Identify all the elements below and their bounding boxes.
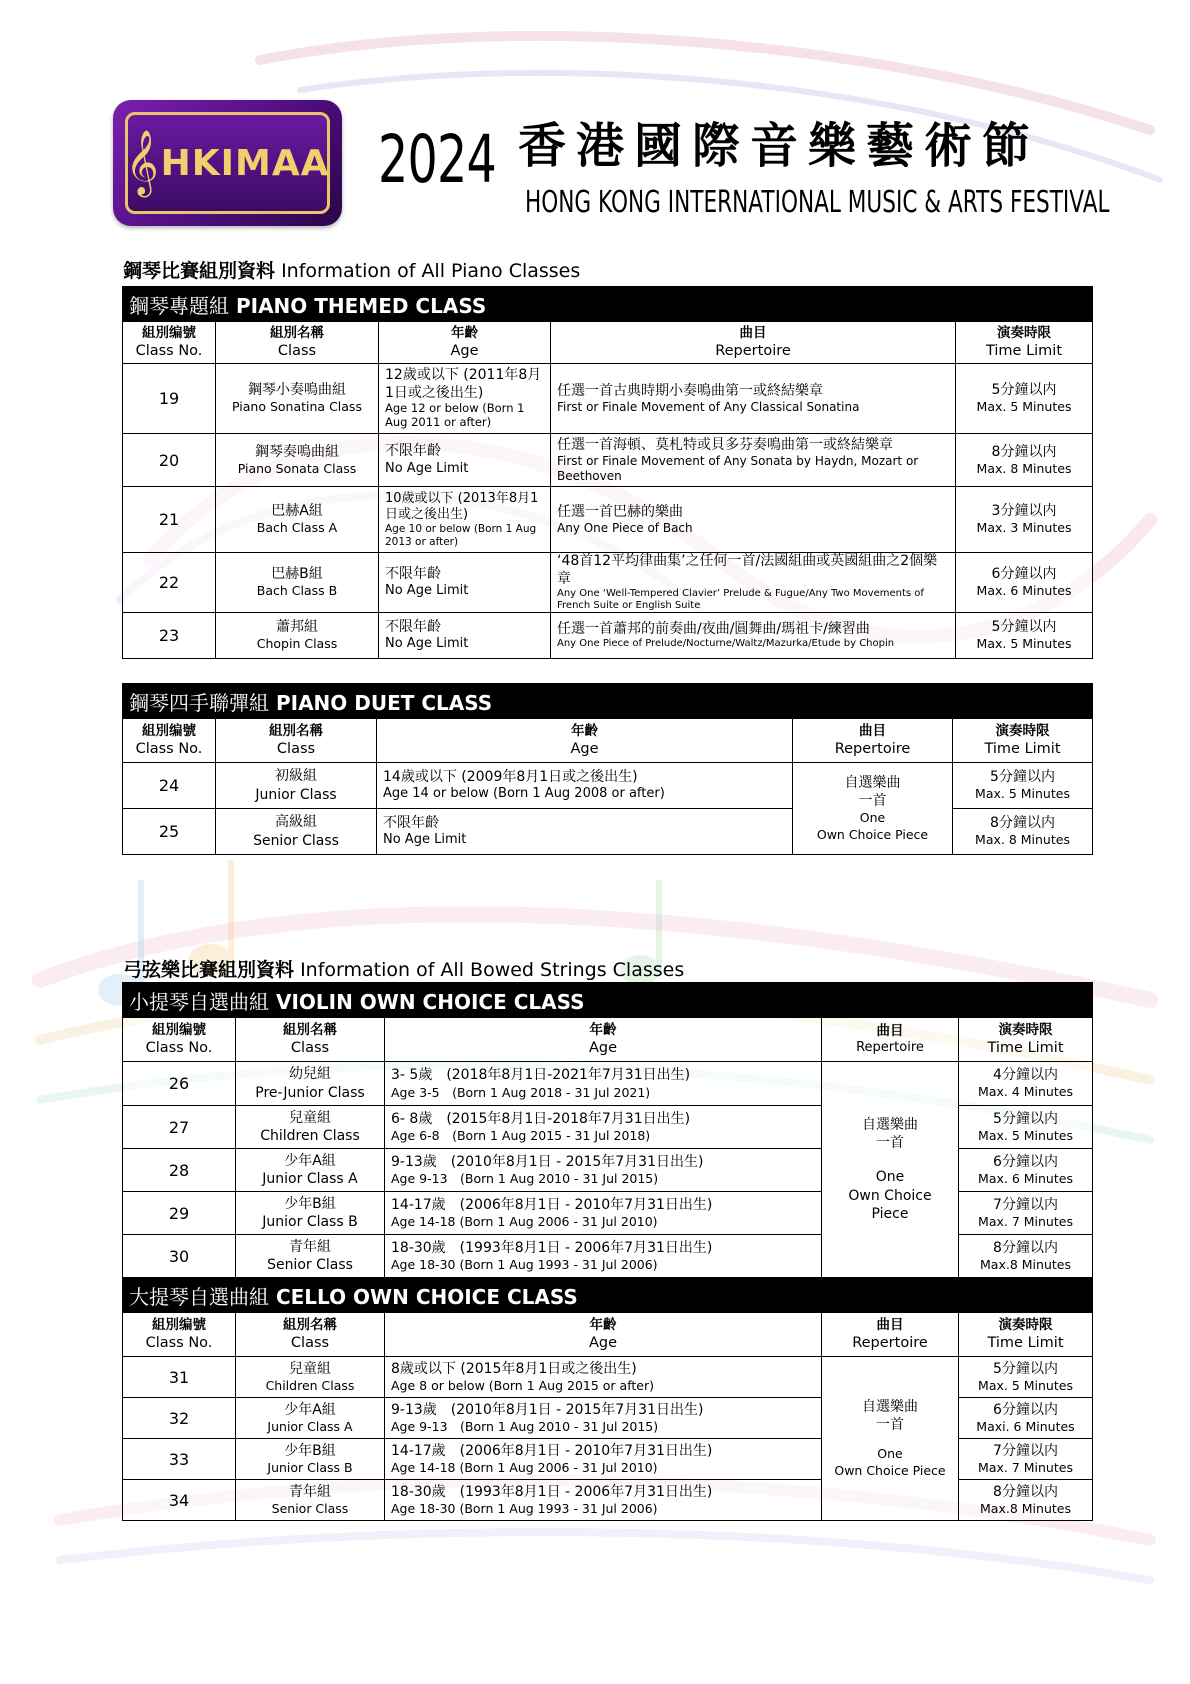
- festival-title-en: HONG KONG INTERNATIONAL MUSIC & ARTS FESTIVAL: [525, 185, 1110, 220]
- table-cell: [379, 487, 551, 553]
- class-cn: 高級組: [275, 814, 317, 831]
- piano-duet-bar: [123, 684, 1093, 719]
- age-en: Age 14-18 (Born 1 Aug 2006 - 31 Jul 2010): [391, 1214, 658, 1230]
- rep-en2: Own Choice Piece: [816, 826, 929, 842]
- table-cell: [385, 1192, 822, 1235]
- table-row: [123, 613, 1093, 659]
- table-cell: [828, 1434, 952, 1446]
- class-en: Children Class: [260, 1128, 360, 1144]
- table-row: [123, 763, 1093, 809]
- class-cn: 青年組: [289, 1238, 331, 1255]
- class-en: Junior Class A: [262, 1171, 358, 1187]
- rep-cn1: 自選樂曲: [862, 1117, 918, 1134]
- piano-themed-bar: [123, 287, 1093, 322]
- table-row: [123, 434, 1093, 487]
- age-en: Age 10 or below (Born 1 Aug 2013 or after): [385, 523, 537, 548]
- age-cn: 不限年齡: [385, 443, 441, 460]
- table-cell: [959, 1018, 1093, 1062]
- bar-en: VIOLIN OWN CHOICE CLASS: [275, 989, 585, 1014]
- time-en: Max. 4 Minutes: [978, 1084, 1073, 1100]
- table-cell: [959, 1313, 1093, 1357]
- table-cell: [551, 322, 956, 364]
- class-en: Piano Sonata Class: [237, 460, 357, 476]
- age-cn: 年齡: [451, 325, 478, 341]
- rep-en: Any One ‘Well-Tempered Clavier’ Prelude & Fugue/Any Two Movements of French Suite or English Suite: [557, 588, 924, 611]
- hkimaa-logo: [113, 100, 342, 226]
- time-cn: 演奏時限: [998, 1317, 1053, 1333]
- class-cn: 鋼琴小奏鳴曲組: [248, 382, 346, 399]
- table-cell: [959, 1480, 1093, 1521]
- time-cn: 3分鐘以内: [991, 503, 1057, 520]
- time-en: Time Limit: [987, 1039, 1064, 1056]
- rep-en: First or Finale Movement of Any Sonata by Haydn, Mozart or Beethoven: [557, 454, 919, 483]
- age-cn: 9-13歲 (2010年8月1日 - 2015年7月31日出生): [391, 1153, 704, 1170]
- time-en: Time Limit: [987, 1334, 1064, 1351]
- class-en: Piano Sonatina Class: [232, 399, 362, 415]
- table-cell: [551, 553, 956, 613]
- class-cn: 組別名稱: [270, 325, 324, 341]
- table-cell: [959, 1192, 1093, 1235]
- bar-cn: 鋼琴專題組: [129, 293, 229, 318]
- table-header-row: [123, 1313, 1093, 1357]
- class-cn: 組別名稱: [283, 1022, 337, 1038]
- bar-cn: 鋼琴四手聯彈組: [129, 690, 269, 715]
- table-cell: [236, 1398, 385, 1439]
- age-en: Age 18-30 (Born 1 Aug 1993 - 31 Jul 2006): [391, 1501, 658, 1517]
- time-cn: 5分鐘以内: [990, 769, 1055, 786]
- table-row: [123, 364, 1093, 434]
- class-no-en: Class No.: [135, 740, 203, 757]
- class-cn: 少年A組: [284, 1152, 336, 1169]
- treble-clef-icon: 𝄞: [125, 130, 159, 195]
- age-cn: 8歲或以下 (2015年8月1日或之後出生): [391, 1360, 637, 1377]
- time-cn: 6分鐘以内: [993, 1401, 1058, 1418]
- class-en: Class: [276, 740, 316, 757]
- table-cell: [959, 1106, 1093, 1149]
- class-cn: 蕭邦組: [276, 619, 318, 636]
- rep-cn: 任選一首巴赫的樂曲: [557, 503, 683, 520]
- table-header-row: [123, 719, 1093, 763]
- cello-bar: [123, 1278, 1093, 1313]
- table-cell: [236, 1439, 385, 1480]
- age-en: Age 3-5 (Born 1 Aug 2018 - 31 Jul 2021): [391, 1084, 651, 1100]
- time-cn: 6分鐘以内: [993, 1153, 1058, 1170]
- table-cell: [216, 434, 379, 487]
- table-cell: [379, 434, 551, 487]
- time-en: Max. 5 Minutes: [978, 1377, 1073, 1393]
- rep-en: Repertoire: [834, 740, 911, 757]
- no: 30: [123, 1235, 236, 1278]
- time-en: Max. 5 Minutes: [975, 786, 1070, 802]
- table-cell: [236, 1106, 385, 1149]
- class-cn: 少年B組: [284, 1442, 336, 1459]
- class-cn: 少年B組: [284, 1195, 336, 1212]
- no: 25: [123, 809, 216, 855]
- age-cn: 9-13歲 (2010年8月1日 - 2015年7月31日出生): [391, 1401, 704, 1418]
- table-cell: [236, 1313, 385, 1357]
- bar-cn: 大提琴自選曲組: [129, 1284, 269, 1309]
- class-cn: 巴赫B組: [271, 566, 323, 583]
- table-cell: [956, 553, 1093, 613]
- age-en: No Age Limit: [385, 583, 469, 599]
- time-en: Max. 5 Minutes: [976, 399, 1072, 415]
- class-no-cn: 組別编號: [152, 1022, 206, 1038]
- rep-en3: Piece: [871, 1205, 909, 1222]
- age-en: Age 9-13 (Born 1 Aug 2010 - 31 Jul 2015): [391, 1171, 659, 1187]
- age-cn: 10歲或以下 (2013年8月1日或之後出生): [385, 490, 539, 522]
- table-cell: [385, 1439, 822, 1480]
- no: 21: [123, 487, 216, 553]
- class-en: Chopin Class: [256, 636, 338, 652]
- table-cell: [959, 1398, 1093, 1439]
- cello-own-choice: [822, 1357, 959, 1521]
- table-cell: [385, 1106, 822, 1149]
- class-en: Junior Class B: [267, 1459, 353, 1475]
- table-cell: [956, 322, 1093, 364]
- strings-table: [122, 982, 1093, 1521]
- table-cell: [216, 613, 379, 659]
- table-cell: [956, 434, 1093, 487]
- class-cn: 青年組: [289, 1483, 331, 1500]
- no: 28: [123, 1149, 236, 1192]
- class-cn: 兒童組: [289, 1109, 331, 1126]
- rep-cn2: 一首: [858, 793, 887, 810]
- class-cn: 組別名稱: [269, 723, 323, 739]
- rep-cn: 任選一首海頓、莫札特或貝多芬奏鳴曲第一或終結樂章: [557, 436, 893, 453]
- table-cell: [377, 809, 793, 855]
- class-cn: 巴赫A組: [271, 503, 323, 520]
- class-en: Senior Class: [271, 1500, 349, 1516]
- table-cell: [236, 1235, 385, 1278]
- table-cell: [377, 763, 793, 809]
- table-row: [123, 1062, 1093, 1106]
- table-cell: [379, 364, 551, 434]
- no: 33: [123, 1439, 236, 1480]
- class-no-cn: 組別编號: [152, 1317, 206, 1333]
- no: 34: [123, 1480, 236, 1521]
- time-cn: 演奏時限: [995, 723, 1050, 739]
- table-cell: [216, 719, 377, 763]
- age-cn: 3- 5歲 (2018年8月1日-2021年7月31日出生): [391, 1067, 691, 1084]
- time-en: Time Limit: [985, 342, 1063, 359]
- no: 24: [123, 763, 216, 809]
- piano-themed-table: [122, 286, 1093, 659]
- no: 20: [123, 434, 216, 487]
- table-row: [123, 553, 1093, 613]
- table-cell: [379, 553, 551, 613]
- bar-en: CELLO OWN CHOICE CLASS: [275, 1284, 578, 1309]
- time-cn: 演奏時限: [998, 1022, 1053, 1038]
- time-en: Max. 7 Minutes: [978, 1459, 1073, 1475]
- table-cell: [385, 1313, 822, 1357]
- table-cell: [216, 809, 377, 855]
- festival-title-cn: 香港國際音樂藝術節: [518, 118, 1041, 174]
- table-cell: [953, 763, 1093, 809]
- table-cell: [236, 1149, 385, 1192]
- rep-cn2: 一首: [876, 1417, 904, 1434]
- age-en: Age 18-30 (Born 1 Aug 1993 - 31 Jul 2006): [391, 1257, 658, 1273]
- table-cell: [551, 487, 956, 553]
- table-row: [123, 487, 1093, 553]
- age-cn: 6- 8歲 (2015年8月1日-2018年7月31日出生): [391, 1110, 691, 1127]
- table-cell: [216, 553, 379, 613]
- class-en: Class: [290, 1334, 330, 1351]
- class-cn: 兒童組: [289, 1360, 331, 1377]
- age-cn: 14-17歲 (2006年8月1日 - 2010年7月31日出生): [391, 1196, 713, 1213]
- class-cn: 初級組: [275, 768, 317, 785]
- age-cn: 年齡: [571, 723, 598, 739]
- rep-cn: ‘48首12平均律曲集’之任何一首/法國組曲或英國組曲之2個樂章: [557, 553, 938, 587]
- rep-en2: Own Choice Piece: [834, 1462, 946, 1478]
- age-en: No Age Limit: [385, 460, 469, 476]
- rep-cn: 曲目: [739, 325, 767, 341]
- age-cn: 18-30歲 (1993年8月1日 - 2006年7月31日出生): [391, 1239, 713, 1256]
- age-cn: 14歲或以下 (2009年8月1日或之後出生): [383, 768, 638, 785]
- bar-cn: 小提琴自選曲組: [129, 989, 269, 1014]
- violin-own-choice: [822, 1062, 959, 1278]
- table-cell: [385, 1018, 822, 1062]
- no: 26: [123, 1062, 236, 1106]
- time-en: Max. 8 Minutes: [976, 460, 1072, 476]
- festival-year: 2024: [378, 121, 497, 198]
- time-cn: 8分鐘以内: [993, 1239, 1058, 1256]
- age-en: No Age Limit: [383, 832, 467, 848]
- rep-cn1: 自選樂曲: [844, 775, 901, 792]
- rep-en1: One: [859, 810, 886, 826]
- no: 19: [123, 364, 216, 434]
- class-en: Senior Class: [253, 832, 339, 849]
- rep-cn: 任選一首蕭邦的前奏曲/夜曲/圓舞曲/瑪祖卡/練習曲: [557, 620, 870, 637]
- no: 23: [123, 613, 216, 659]
- table-cell: [236, 1018, 385, 1062]
- table-cell: [123, 1018, 236, 1062]
- age-en: Age: [588, 1039, 618, 1056]
- class-no-en: Class No.: [135, 342, 203, 359]
- strings-section-title: 弓弦樂比賽組別資料 Information of All Bowed Strings Classes: [123, 959, 685, 981]
- class-en: Junior Class: [255, 786, 337, 803]
- table-cell: [216, 487, 379, 553]
- no: 29: [123, 1192, 236, 1235]
- class-en: Junior Class A: [267, 1418, 353, 1434]
- age-en: Age 14 or below (Born 1 Aug 2008 or after): [383, 786, 665, 802]
- time-en: Max. 8 Minutes: [975, 832, 1070, 848]
- age-cn: 不限年齡: [383, 814, 439, 831]
- time-cn: 8分鐘以内: [993, 1483, 1058, 1500]
- time-en: Max. 5 Minutes: [976, 636, 1072, 652]
- time-cn: 5分鐘以内: [993, 1110, 1058, 1127]
- time-en: Max. 5 Minutes: [978, 1127, 1073, 1143]
- rep-cn: 任選一首古典時期小奏鳴曲第一或終結樂章: [557, 382, 823, 399]
- no: 32: [123, 1398, 236, 1439]
- rep-en1: One: [877, 1446, 903, 1462]
- time-en: Max. 6 Minutes: [976, 583, 1072, 599]
- time-cn: 4分鐘以内: [993, 1067, 1058, 1084]
- table-cell: [385, 1398, 822, 1439]
- time-en: Time Limit: [984, 740, 1061, 757]
- time-cn: 演奏時限: [997, 325, 1051, 341]
- age-cn: 12歲或以下 (2011年8月1日或之後出生): [385, 367, 542, 401]
- rep-en2: Own Choice: [848, 1187, 932, 1204]
- table-cell: [953, 809, 1093, 855]
- age-en: Age 9-13 (Born 1 Aug 2010 - 31 Jul 2015): [391, 1419, 659, 1435]
- time-en: Max. 7 Minutes: [978, 1213, 1073, 1229]
- rep-cn: 曲目: [876, 1022, 904, 1039]
- age-cn: 不限年齡: [385, 565, 441, 582]
- rep-en1: One: [875, 1169, 905, 1186]
- class-en: Junior Class B: [262, 1214, 358, 1230]
- table-cell: [959, 1149, 1093, 1192]
- rep-cn1: 自選樂曲: [862, 1399, 918, 1416]
- table-cell: [385, 1480, 822, 1521]
- age-cn: 年齡: [589, 1317, 617, 1333]
- rep-en: First or Finale Movement of Any Classical Sonatina: [557, 400, 860, 415]
- time-cn: 8分鐘以内: [991, 443, 1057, 460]
- table-cell: [236, 1357, 385, 1398]
- table-cell: [959, 1062, 1093, 1106]
- table-header-row: [123, 1018, 1093, 1062]
- class-en: Bach Class B: [256, 583, 338, 599]
- class-cn: 幼兒組: [289, 1066, 331, 1083]
- no: 31: [123, 1357, 236, 1398]
- age-cn: 18-30歲 (1993年8月1日 - 2006年7月31日出生): [391, 1483, 713, 1500]
- table-cell: [551, 434, 956, 487]
- table-cell: [236, 1062, 385, 1106]
- table-cell: [551, 364, 956, 434]
- time-cn: 6分鐘以内: [991, 566, 1057, 583]
- table-cell: [379, 613, 551, 659]
- table-cell: [953, 719, 1093, 763]
- table-cell: [377, 719, 793, 763]
- class-no-cn: 組別编號: [142, 723, 196, 739]
- class-no-en: Class No.: [145, 1334, 213, 1351]
- class-no-en: Class No.: [145, 1039, 213, 1056]
- age-en: Age 14-18 (Born 1 Aug 2006 - 31 Jul 2010): [391, 1460, 658, 1476]
- class-cn: 鋼琴奏鳴曲組: [255, 443, 339, 460]
- age-en: Age 8 or below (Born 1 Aug 2015 or after): [391, 1378, 654, 1394]
- rep-en: Any One Piece of Bach: [557, 521, 693, 536]
- table-cell: [956, 487, 1093, 553]
- class-cn: 少年A組: [284, 1401, 336, 1418]
- no: 22: [123, 553, 216, 613]
- table-cell: [385, 1235, 822, 1278]
- table-cell: [123, 1313, 236, 1357]
- table-cell: [551, 613, 956, 659]
- rep-en: Any One Piece of Prelude/Nocturne/Waltz/Mazurka/Etude by Chopin: [557, 638, 895, 650]
- bar-en: PIANO THEMED CLASS: [235, 293, 487, 318]
- rep-cn: 曲目: [859, 723, 886, 739]
- class-en: Class: [290, 1039, 330, 1056]
- age-en: Age 6-8 (Born 1 Aug 2015 - 31 Jul 2018): [391, 1128, 651, 1144]
- table-cell: [793, 719, 953, 763]
- table-cell: [216, 322, 379, 364]
- bar-en: PIANO DUET CLASS: [275, 690, 493, 715]
- table-cell: [959, 1235, 1093, 1278]
- table-cell: [385, 1357, 822, 1398]
- class-no-cn: 組別编號: [142, 325, 196, 341]
- table-cell: [236, 1192, 385, 1235]
- table-cell: [822, 1313, 959, 1357]
- rep-cn2: 一首: [876, 1135, 904, 1152]
- class-en: Bach Class A: [256, 520, 338, 536]
- age-cn: 年齡: [589, 1022, 617, 1038]
- rep-en: Repertoire: [852, 1334, 928, 1351]
- table-cell: [822, 1018, 959, 1062]
- time-cn: 5分鐘以内: [991, 619, 1057, 636]
- table-cell: [385, 1149, 822, 1192]
- time-cn: 5分鐘以内: [991, 382, 1057, 399]
- duet-own-choice: [793, 763, 953, 855]
- age-en: Age: [570, 740, 599, 757]
- class-cn: 組別名稱: [283, 1317, 337, 1333]
- table-row: [123, 1357, 1093, 1398]
- class-en: Children Class: [265, 1377, 355, 1393]
- time-en: Max.8 Minutes: [980, 1500, 1071, 1516]
- table-cell: [216, 763, 377, 809]
- table-cell: [956, 364, 1093, 434]
- no: 27: [123, 1106, 236, 1149]
- age-cn: 14-17歲 (2006年8月1日 - 2010年7月31日出生): [391, 1442, 713, 1459]
- rep-en: Repertoire: [715, 342, 791, 359]
- age-en: Age 12 or below (Born 1 Aug 2011 or after): [385, 401, 525, 429]
- time-en: Max.8 Minutes: [980, 1256, 1071, 1272]
- table-cell: [959, 1439, 1093, 1480]
- piano-duet-table: [122, 683, 1093, 855]
- violin-bar: [123, 983, 1093, 1018]
- class-en: Class: [277, 342, 317, 359]
- piano-section-title: 鋼琴比賽組別資料 Information of All Piano Classes: [123, 260, 581, 282]
- age-en: No Age Limit: [385, 636, 469, 652]
- table-cell: [123, 322, 216, 364]
- table-cell: [956, 613, 1093, 659]
- rep-cn: 曲目: [876, 1317, 904, 1333]
- time-en: Max. 6 Minutes: [978, 1170, 1073, 1186]
- table-cell: [379, 322, 551, 364]
- table-header-row: [123, 322, 1093, 364]
- table-cell: [236, 1480, 385, 1521]
- time-en: Max. 3 Minutes: [976, 520, 1072, 536]
- age-en: Age: [450, 342, 479, 359]
- table-cell: [828, 1152, 952, 1168]
- rep-en: Repertoire: [856, 1039, 924, 1055]
- logo-text: HKIMAA: [160, 142, 330, 184]
- time-en: Maxi. 6 Minutes: [976, 1418, 1075, 1434]
- class-en: Pre-Junior Class: [255, 1084, 365, 1101]
- age-cn: 不限年齡: [385, 618, 441, 635]
- time-cn: 8分鐘以内: [990, 815, 1055, 832]
- time-cn: 7分鐘以内: [993, 1442, 1058, 1459]
- table-cell: [959, 1357, 1093, 1398]
- age-en: Age: [588, 1334, 618, 1351]
- table-cell: [123, 719, 216, 763]
- time-cn: 7分鐘以内: [993, 1196, 1058, 1213]
- table-cell: [385, 1062, 822, 1106]
- class-en: Senior Class: [267, 1257, 353, 1273]
- time-cn: 5分鐘以内: [993, 1360, 1058, 1377]
- table-cell: [216, 364, 379, 434]
